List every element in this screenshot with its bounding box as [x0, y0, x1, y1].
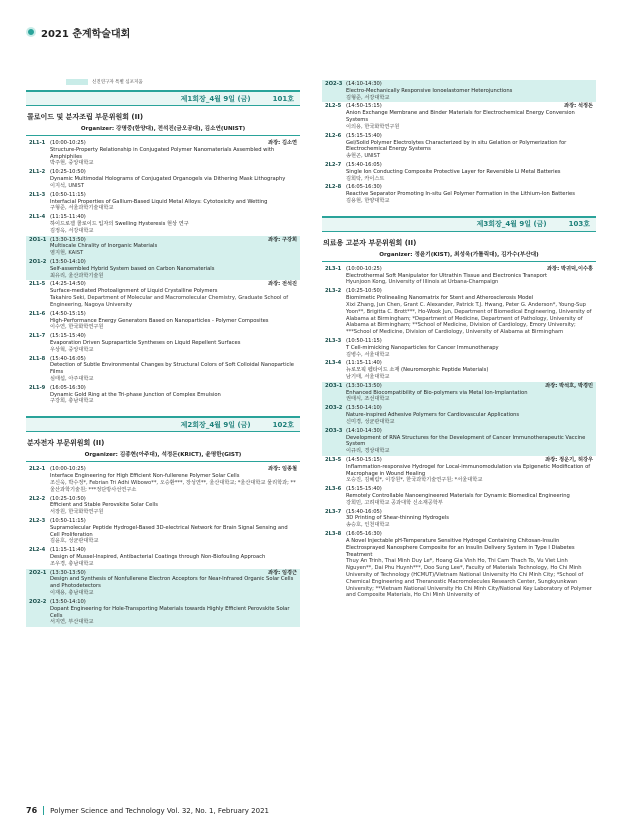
entry-time-row — [50, 518, 297, 525]
entry-authors: 송현곤, UNIST — [346, 153, 381, 160]
entry-authors: 이재용, 충남대학교 — [50, 590, 94, 597]
entry-authors: Xixi Zhang, Jun Chen, Grant C. Alexander, Patrick T.J. Hwang, Peter G. Anderson*, Young-Sup Yoon**, Brigitta C. Brott***, Ho-Wook Jun, Department of Biomedical Engineering, University of Alabama at Birmingham; *Department of Medicine, Department of Pathology, University of Alabama at Birmingham; **School of Medicine, Division of Cardiology, Emory University; ***School of Medicine, Division of Cardiology, University of Alabama at Birmingham — [346, 301, 592, 336]
entry-title: High-Performance Energy Generators Based on Nanoparticles - Polymer Composites — [50, 317, 269, 324]
program-entry — [26, 332, 300, 354]
entry-title: Remotely Controllable Nanoengineered Materials for Dynamic Biomedical Engineering — [346, 493, 570, 499]
entry-time: (15:40-16:05) — [346, 508, 382, 515]
program-entry — [26, 139, 300, 168]
section-title: 의료용 고분자 부문위원회 (II) — [323, 238, 417, 247]
entry-time-row — [50, 214, 297, 221]
entry-code: 2L2-1 — [29, 466, 46, 473]
entry-title: Dynamic Gold Ring at the Tri-phase Junction of Complex Emulsion — [50, 391, 221, 398]
entry-body — [50, 311, 300, 331]
journal-citation: Polymer Science and Technology Vol. 32, No. 1, February 2021 — [50, 806, 269, 815]
entry-title: 3D Printing of Shear-thinning Hydrogels — [346, 515, 449, 522]
entry-authors: 조신욱, 박수정*, Febrian Tri Adhi Wibowo**, 오승환***, 장성연**, 울산대학교; *울산대학교 물리학과; **울산과학기술원; ***정단방사선연구소 — [50, 479, 296, 493]
right-column — [322, 80, 596, 600]
program-entry — [26, 258, 300, 280]
entry-time: (14:25-14:50) — [50, 281, 86, 288]
entry-time: (15:40-16:05) — [50, 355, 86, 362]
entry-body — [50, 214, 300, 234]
entry-authors: 염지현, KAIST — [50, 250, 84, 257]
entry-code: 2L3-8 — [325, 531, 342, 538]
entry-chair: 좌장: 김소연 — [268, 140, 297, 146]
entry-code: 2L3-5 — [325, 456, 342, 463]
entry-authors: 이수연, 한국화학연구원 — [50, 324, 104, 331]
entry-chair: 좌장: 박귀덕,이수홍 — [547, 265, 593, 272]
entry-body — [346, 428, 596, 455]
entry-authors: 오승진, 김혜림*, 이강원*, 한국과학기술연구원; *서울대학교 — [346, 477, 483, 484]
entry-authors: 서장원, 한국화학연구원 — [50, 509, 104, 516]
entry-title: Multiscale Chirality of Inorganic Materials — [50, 243, 158, 250]
entry-body — [50, 547, 300, 567]
program-entry — [26, 598, 300, 627]
entry-authors: Takahiro Seki, Department of Molecular and Macromolecular Chemistry, Graduate School of Engineering, Nagoya University — [50, 295, 289, 308]
program-entry — [26, 191, 300, 213]
session-bar — [26, 416, 300, 432]
entry-time: (11:15-11:40) — [50, 547, 86, 554]
entry-time-row — [346, 338, 593, 345]
entry-time: (13:30-13:50) — [346, 382, 382, 389]
entry-body — [346, 383, 596, 403]
entry-code: 2L3-4 — [325, 360, 342, 367]
entry-title: Single Ion Conducting Composite Protective Layer for Reversible Li Metal Batteries — [346, 168, 561, 175]
entry-code: 2L2-7 — [325, 161, 342, 168]
entry-time-row — [50, 281, 297, 288]
entry-code: 2O2-3 — [325, 81, 343, 87]
program-entry — [322, 359, 596, 381]
entry-body — [346, 266, 596, 286]
page-number: 76 — [26, 806, 38, 815]
entry-time: (14:10-14:30) — [346, 427, 382, 434]
entry-title: Design of Mussel-Inspired, Antibacterial Coatings through Non-Biofouling Approach — [50, 554, 266, 560]
entry-code: 2L3-3 — [325, 337, 342, 344]
program-entry — [322, 427, 596, 456]
entry-time-row — [346, 486, 593, 493]
entry-body — [346, 162, 596, 182]
session-room: 103호 — [568, 220, 590, 229]
entry-authors: 최유리, 울산과학기술원 — [50, 272, 104, 279]
legend-label: 신진연구자 특별 심포지움 — [92, 80, 143, 85]
entry-body — [50, 333, 300, 353]
entry-authors: 신미경, 성균관대학교 — [346, 418, 395, 425]
entry-time-row — [50, 192, 297, 199]
entry-time: (13:50-14:10) — [346, 405, 382, 412]
entry-time: (13:50-14:10) — [50, 598, 86, 605]
program-entry — [26, 517, 300, 546]
program-entry — [322, 404, 596, 426]
entry-time-row — [346, 531, 593, 538]
entry-time-row — [50, 547, 297, 554]
entry-time-row — [346, 509, 593, 516]
session-name: 제2회장_4월 9일 (금) — [180, 420, 251, 429]
program-entry — [322, 456, 596, 485]
entry-time: (16:05-16:30) — [346, 531, 382, 538]
session-name: 제3회장_4월 9일 (금) — [476, 220, 547, 229]
entry-body — [50, 599, 300, 626]
entry-authors: 우상혁, 중앙대학교 — [50, 346, 94, 353]
entry-body — [346, 457, 596, 484]
entry-authors: 김형준, 서강대학교 — [346, 94, 390, 101]
entry-time: (10:50-11:15) — [346, 337, 382, 344]
entry-authors: 김정옥, 서강대학교 — [50, 227, 94, 234]
entry-code: 2L1-8 — [29, 355, 46, 362]
entry-time-row — [346, 81, 593, 88]
program-entry — [26, 569, 300, 598]
entry-time-row — [50, 169, 297, 176]
entry-authors: 김윤호, 성균관대학교 — [50, 538, 99, 545]
entry-authors: 김희탁, 카이스트 — [346, 175, 385, 182]
entry-body — [50, 169, 300, 189]
entry-time: (10:25-10:50) — [50, 169, 86, 176]
entry-chair: 좌장: 임경근 — [268, 569, 297, 576]
entry-time: (14:50-15:15) — [50, 310, 86, 317]
entry-body — [346, 405, 596, 425]
entry-title: Inflammation-responsive Hydrogel for Local-immunomodulation via Epigenetic Modification of Macrophage in Wound Healing — [346, 463, 591, 477]
entry-body — [346, 184, 596, 204]
entry-body — [346, 81, 596, 101]
entry-title: Efficient and Stable Perovskite Solar Cells — [50, 502, 158, 509]
entry-title: Electro-Mechanically Responsive Ionoelastomer Heterojunctions — [346, 87, 513, 94]
program-entry — [26, 465, 300, 494]
entry-code: 2L1-9 — [29, 384, 46, 391]
entry-title: Surface-mediated Photoalignment of Liquid Crystalline Polymers — [50, 288, 218, 295]
entry-time-row — [50, 237, 297, 244]
entry-title: Development of RNA Structures for the Development of Cancer Immunotherapeutic Vaccine System — [346, 434, 586, 448]
entry-code: 2L2-4 — [29, 547, 46, 554]
entry-time: (11:15-11:40) — [50, 214, 86, 221]
entry-title: Evaporation Driven Supraparticle Syntheses on Liquid Repellent Surfaces — [50, 339, 241, 346]
entry-code: 2L2-6 — [325, 132, 342, 139]
entry-title: 뉴로모픽 펩타이드 소재 (Neuromorphic Peptide Materials) — [346, 367, 489, 374]
entry-body — [50, 237, 300, 257]
program-entry — [322, 382, 596, 404]
entry-time-row — [346, 428, 593, 435]
entry-code: 2L1-6 — [29, 310, 46, 317]
entry-time: (15:40-16:05) — [346, 161, 382, 168]
program-entry — [322, 530, 596, 600]
entry-authors: 구형준, 서울과학기술대학교 — [50, 205, 114, 212]
entry-time: (14:50-15:15) — [346, 456, 382, 463]
entry-time-row — [50, 466, 297, 473]
entry-time: (10:00-10:25) — [50, 140, 86, 146]
entry-time-row — [50, 259, 297, 266]
entry-title: Interfacial Properties of Gallium-Based Liquid Metal Alloys: Cytotoxicity and Wetting — [50, 198, 268, 205]
organizer: Organizer: 김종현(아주대), 석정돈(KRICT), 윤명한(GIST) — [26, 450, 300, 462]
session-name: 제1회장_4월 9일 (금) — [180, 94, 251, 103]
entry-list — [26, 465, 300, 627]
entry-time: (10:00-10:25) — [50, 466, 86, 473]
entry-title: T Cell-mimicking Nanoparticles for Cancer Immunotherapy — [346, 344, 499, 351]
entry-body — [346, 103, 596, 130]
entry-authors: 강희민, 고려대학교 공과대학 신소재공학부 — [346, 499, 443, 506]
entry-authors: 송승호, 인천대학교 — [346, 522, 390, 529]
entry-body — [50, 496, 300, 516]
entry-code: 2L1-7 — [29, 333, 46, 340]
entry-body — [50, 356, 300, 383]
entry-time-row — [50, 333, 297, 340]
entry-time-row — [346, 405, 593, 412]
entry-body — [50, 259, 300, 279]
entry-authors: 서지연, 부산대학교 — [50, 619, 94, 626]
entry-time: (10:50-11:15) — [50, 191, 86, 198]
session-room: 102호 — [272, 420, 294, 429]
entry-title: Detection of Subtle Environmental Changes by Structural Colors of Soft Colloidal Nanoparticle Films — [50, 362, 294, 376]
entry-chair: 좌장: 정운기, 허강우 — [545, 456, 593, 463]
entry-time: (15:15-15:40) — [346, 486, 382, 493]
entry-title: Dopant Engineering for Hole-Transporting Materials towards Highly Efficient Perovskite Solar Cells — [50, 605, 290, 619]
entry-body — [50, 140, 300, 167]
left-column — [26, 90, 300, 627]
entry-body — [346, 531, 596, 599]
program-entry — [26, 355, 300, 384]
program-entry — [322, 132, 596, 161]
entry-time-row — [346, 457, 593, 464]
entry-code: 2L3-2 — [325, 288, 342, 295]
entry-time-row — [50, 356, 297, 363]
organizer: Organizer: 정윤기(KIST), 최성욱(가톨릭대), 김가수(부산대) — [322, 250, 596, 262]
section-title: 콜로이드 및 분자조립 부문위원회 (II) — [27, 113, 144, 121]
entry-time: (14:10-14:30) — [346, 81, 382, 87]
program-entry — [26, 213, 300, 235]
entry-time: (11:15-11:40) — [346, 360, 382, 367]
entry-code: 2L2-3 — [29, 517, 46, 524]
entry-code: 2L1-1 — [29, 140, 46, 146]
entry-time: (16:05-16:30) — [346, 184, 382, 191]
entry-time-row — [346, 383, 593, 390]
program-entry — [322, 485, 596, 507]
entry-title: Interface Engineering for High Efficient Non-fullerene Polymer Solar Cells — [50, 473, 240, 480]
entry-list — [322, 265, 596, 600]
legend — [66, 79, 143, 85]
program-entry — [26, 168, 300, 190]
entry-chair: 좌장: 석정돈 — [564, 103, 593, 110]
entry-body — [346, 509, 596, 529]
entry-time: (10:50-11:15) — [50, 517, 86, 524]
conference-title: 2021 춘계학술대회 — [41, 28, 131, 40]
entry-time: (10:25-10:50) — [346, 288, 382, 295]
page-footer — [26, 806, 269, 815]
entry-title: A Novel Injectable pH-Temperature Sensitive Hydrogel Containing Chitosan-Insulin Electrosprayed Nanosphere Composite for an Insulin Delivery System in Type I Diabetes Treatment — [346, 537, 575, 558]
entry-body — [346, 338, 596, 358]
program-entry — [322, 265, 596, 287]
entry-time: (15:15-15:40) — [50, 333, 86, 340]
entry-authors: 남기태, 서울대학교 — [346, 374, 390, 380]
program-entry — [322, 80, 596, 102]
program-entry — [26, 236, 300, 258]
entry-authors: 이지석, UNIST — [50, 182, 85, 189]
program-entry — [322, 287, 596, 337]
entry-chair: 좌장: 박석호, 박경민 — [545, 382, 593, 389]
program-entry — [26, 495, 300, 517]
entry-chair: 좌장: 임종철 — [268, 466, 297, 473]
page-header — [26, 22, 130, 42]
entry-time: (13:50-14:10) — [50, 259, 86, 265]
entry-authors: Thuy An Trinh, Thai Minh Duy Le*, Hoang Gia Vinh Ho, Thi Cam Thach To, Vu Viet Linh Nguyen**, Dai Phu Huynh***, Doo Sung Lee*, Faculty of Materials Technology, Ho Chi Minh University of Technology (HCMUT)/Vietnam National University Ho Chi Minh City; *School of Chemical Engineering and Theranostic Macromolecules Research Center, Sungkyunkwan University; **Vietnam National University Ho Chi Minh City/National Key Laboratory of Polymer and Composite Materials, Ho Chi Minh University of — [346, 558, 592, 599]
entry-authors: 박주현, 중앙대학교 — [50, 160, 94, 167]
program-entry — [322, 337, 596, 359]
program-entry — [26, 280, 300, 309]
organizer: Organizer: 강명중(한양대), 전석진(금오공대), 김소연(UNIST) — [26, 124, 300, 136]
entry-time: (10:25-10:50) — [50, 495, 86, 502]
entry-list — [322, 80, 596, 206]
entry-code: 2L1-5 — [29, 281, 46, 288]
legend-swatch — [66, 79, 88, 85]
entry-time-row — [346, 162, 593, 169]
entry-time-row — [50, 496, 297, 503]
entry-code: 2L1-3 — [29, 191, 46, 198]
entry-code: 2O2-1 — [29, 569, 47, 576]
entry-body — [50, 518, 300, 545]
entry-authors: Hyunjoon Kong, University of Illinois at Urbana-Champaign — [346, 279, 499, 286]
entry-title: Supramolecular Peptide Hydrogel-Based 3D-electrical Network for Brain Signal Sensing and Cell Proliferation — [50, 524, 288, 538]
entry-authors: 권태식, 조선대학교 — [346, 396, 390, 403]
entry-code: 2L2-2 — [29, 495, 46, 502]
program-entry — [26, 384, 300, 406]
entry-code: 2O1-1 — [29, 236, 47, 243]
entry-time-row — [50, 385, 297, 392]
entry-title: Reactive Separator Promoting In-situ Gel Polymer Formation in the Lithium-Ion Batteries — [346, 191, 575, 198]
entry-time-row — [50, 570, 297, 577]
entry-code: 2L3-6 — [325, 486, 342, 493]
entry-title: Biomimetic Prolinealing Nanomatrix for Stent and Atherosclerosis Model — [346, 295, 534, 302]
entry-code: 2O1-2 — [29, 259, 47, 265]
entry-title: Electrothermal Soft Manipulator for Ultrathin Tissue and Electronics Transport — [346, 272, 548, 279]
section-title: 분자전자 부문위원회 (II) — [27, 439, 105, 448]
entry-time-row — [50, 140, 297, 147]
session-bar — [26, 90, 300, 106]
entry-time-row — [346, 103, 593, 110]
entry-time: (13:30-13:50) — [50, 236, 86, 243]
entry-time: (16:05-16:30) — [50, 384, 86, 391]
program-entry — [322, 161, 596, 183]
entry-authors: 심태섭, 아주대학교 — [50, 376, 94, 382]
program-entry — [322, 102, 596, 131]
entry-chair: 좌장: 구강희 — [268, 236, 297, 243]
entry-code: 2O3-1 — [325, 382, 343, 389]
entry-body — [346, 486, 596, 506]
entry-code: 2L1-2 — [29, 169, 46, 176]
entry-body — [346, 288, 596, 336]
entry-code: 2L2-8 — [325, 184, 342, 191]
entry-title: Gel/Solid Polymer Electrolytes Characterized by in situ Gelation or Polymerization for Electrochemical Energy Systems — [346, 139, 567, 153]
entry-authors: 김용현, 한양대학교 — [346, 198, 390, 204]
entry-body — [50, 192, 300, 212]
entry-title: Structure-Property Relationship in Conjugated Polymer Nanomaterials Assembled with Amphiphiles — [50, 146, 275, 160]
entry-code: 2O3-2 — [325, 405, 343, 412]
entry-time-row — [50, 311, 297, 318]
session-room: 101호 — [272, 94, 294, 103]
entry-title: Anion Exchange Membrane and Binder Materials for Electrochemical Energy Conversion Systems — [346, 110, 575, 124]
entry-title: Enhanced Biocompatibility of Bio-polymers via Metal Ion-Implantation — [346, 389, 528, 396]
entry-body — [50, 466, 300, 493]
entry-title: Design and Synthesis of Nonfullerene Electron Acceptors for Near-Infrared Organic Solar Cells and Photodetectors — [50, 576, 294, 590]
entry-time: (10:00-10:25) — [346, 265, 382, 272]
entry-time-row — [346, 133, 593, 140]
entry-list — [26, 139, 300, 406]
entry-code: 2L3-1 — [325, 265, 342, 272]
entry-time: (15:15-15:40) — [346, 132, 382, 139]
entry-time-row — [50, 599, 297, 606]
entry-time: (14:50-15:15) — [346, 103, 382, 110]
program-entry — [26, 310, 300, 332]
entry-body — [50, 385, 300, 405]
entry-authors: 이규리, 경상대학교 — [346, 448, 390, 455]
program-entry — [322, 508, 596, 530]
entry-body — [346, 133, 596, 160]
entry-title: Dynamic Multimodal Holograms of Conjugated Organogels via Dithering Mask Lithography — [50, 176, 286, 183]
entry-body — [346, 360, 596, 380]
entry-authors: 구강희, 충남대학교 — [50, 398, 94, 405]
entry-code: 2O3-3 — [325, 427, 343, 434]
entry-time-row — [346, 184, 593, 191]
entry-title: Nature-inspired Adhesive Polymers for Cardiovascular Applications — [346, 412, 520, 419]
entry-code: 2L2-5 — [325, 103, 342, 110]
entry-body — [50, 570, 300, 597]
entry-title: 하이드로겔 콜로이드 입자의 Swelling Hysteresis 현상 연구 — [50, 220, 189, 227]
entry-time-row — [346, 288, 593, 295]
program-entry — [26, 546, 300, 568]
bullet-icon — [26, 27, 36, 37]
footer-divider — [43, 806, 44, 815]
entry-code: 2L3-7 — [325, 508, 342, 515]
entry-time: (13:30-13:50) — [50, 569, 86, 576]
program-entry — [322, 183, 596, 205]
entry-code: 2O2-2 — [29, 598, 47, 605]
entry-authors: 이의용, 한국화학연구원 — [346, 123, 400, 130]
entry-authors: 조우경, 충남대학교 — [50, 560, 94, 567]
entry-chair: 좌장: 전석진 — [268, 281, 297, 288]
entry-authors: 김병수, 서울대학교 — [346, 351, 390, 358]
entry-time-row — [346, 266, 593, 273]
entry-title: Self-assembled Hybrid System based on Carbon Nanomaterials — [50, 265, 215, 272]
session-bar — [322, 216, 596, 232]
entry-code: 2L1-4 — [29, 214, 46, 221]
entry-body — [50, 281, 300, 308]
